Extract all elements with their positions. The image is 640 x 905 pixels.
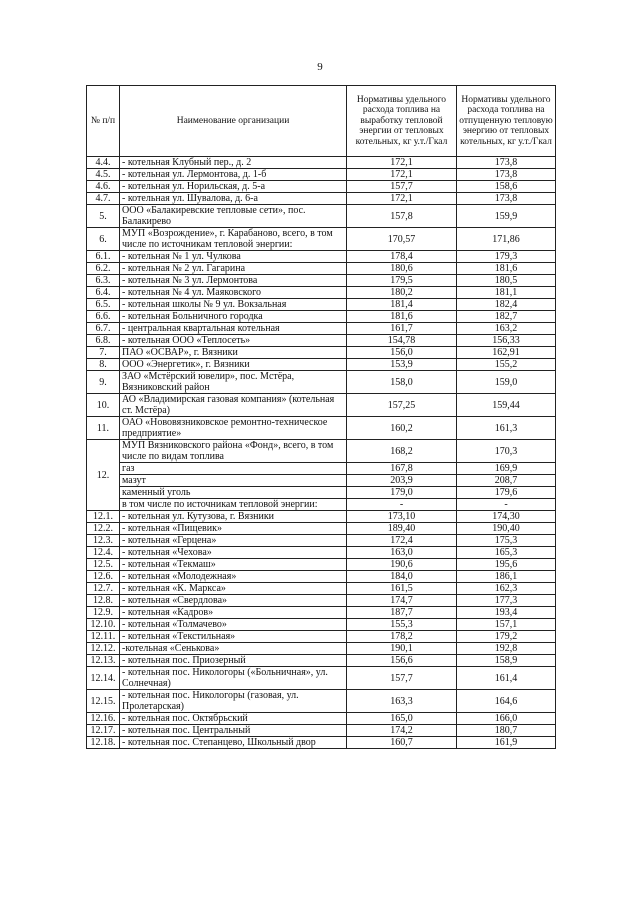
norm-production-value: 167,8 — [347, 463, 457, 475]
norm-production-value: 168,2 — [347, 440, 457, 463]
norm-supplied-value: 182,7 — [457, 311, 556, 323]
norm-supplied-value: 193,4 — [457, 607, 556, 619]
norm-production-value: 187,7 — [347, 607, 457, 619]
norm-production-value: 172,1 — [347, 169, 457, 181]
table-row — [87, 440, 556, 463]
norm-production-value: 190,1 — [347, 643, 457, 655]
header-organization: Наименование организации — [120, 86, 347, 157]
organization-name: - котельная № 4 ул. Маяковского — [120, 287, 347, 299]
row-number: 7. — [87, 347, 120, 359]
table-row — [87, 619, 556, 631]
norm-production-value: 172,4 — [347, 535, 457, 547]
header-num: № п/п — [87, 86, 120, 157]
norm-supplied-value: 170,3 — [457, 440, 556, 463]
table-row — [87, 667, 556, 690]
row-number: 6.6. — [87, 311, 120, 323]
organization-name: - котельная ул. Кутузова, г. Вязники — [120, 511, 347, 523]
table-row — [87, 643, 556, 655]
row-number: 6.2. — [87, 263, 120, 275]
table-row — [87, 287, 556, 299]
norm-supplied-value: 173,8 — [457, 193, 556, 205]
organization-name: ООО «Балакиревские тепловые сети», пос. Балакирево — [120, 205, 347, 228]
norm-production-value: 155,3 — [347, 619, 457, 631]
row-number: 12.1. — [87, 511, 120, 523]
norm-supplied-value: 195,6 — [457, 559, 556, 571]
norm-supplied-value: 190,40 — [457, 523, 556, 535]
organization-name: - котельная ул. Лермонтова, д. 1-б — [120, 169, 347, 181]
table-row — [87, 181, 556, 193]
table-row — [87, 523, 556, 535]
norm-production-value: 189,40 — [347, 523, 457, 535]
norm-supplied-value: 173,8 — [457, 157, 556, 169]
row-number: 10. — [87, 394, 120, 417]
norm-production-value: 178,4 — [347, 251, 457, 263]
norm-supplied-value: - — [457, 499, 556, 511]
organization-name: ОАО «Нововязниковское ремонтно-техническое предприятие» — [120, 417, 347, 440]
header-norm-supplied: Нормативы удельного расхода топлива на отпущенную тепловую энергию от тепловых котельных, кг у.т./Гкал — [457, 86, 556, 157]
row-number: 6. — [87, 228, 120, 251]
row-number: 12.12. — [87, 643, 120, 655]
organization-name: ООО «Энергетик», г. Вязники — [120, 359, 347, 371]
organization-name: - котельная «Толмачево» — [120, 619, 347, 631]
row-number: 12.18. — [87, 737, 120, 749]
table-row — [87, 275, 556, 287]
norm-production-value: 165,0 — [347, 713, 457, 725]
row-number: 4.6. — [87, 181, 120, 193]
norm-production-value: 156,6 — [347, 655, 457, 667]
table-row — [87, 607, 556, 619]
row-number: 4.7. — [87, 193, 120, 205]
table-row — [87, 713, 556, 725]
norm-supplied-value: 179,3 — [457, 251, 556, 263]
norm-production-value: 174,2 — [347, 725, 457, 737]
norm-supplied-value: 159,44 — [457, 394, 556, 417]
norm-supplied-value: 165,3 — [457, 547, 556, 559]
organization-name: - котельная ул. Шувалова, д. 6-а — [120, 193, 347, 205]
table-row — [87, 690, 556, 713]
row-number: 12.3. — [87, 535, 120, 547]
norm-production-value: 190,6 — [347, 559, 457, 571]
norm-supplied-value: 158,6 — [457, 181, 556, 193]
norm-production-value: 154,78 — [347, 335, 457, 347]
table-row — [87, 631, 556, 643]
organization-name: каменный уголь — [120, 487, 347, 499]
norm-supplied-value: 181,1 — [457, 287, 556, 299]
header-norm-production: Нормативы удельного расхода топлива на выработку тепловой энергии от тепловых котельных, кг у.т./Гкал — [347, 86, 457, 157]
organization-name: - котельная школы № 9 ул. Вокзальная — [120, 299, 347, 311]
organization-name: - котельная «Пищевик» — [120, 523, 347, 535]
table-row — [87, 595, 556, 607]
organization-name: - котельная пос. Никологоры («Больничная», ул. Солнечная) — [120, 667, 347, 690]
norms-table — [86, 85, 556, 749]
table-row — [87, 323, 556, 335]
norm-supplied-value: 173,8 — [457, 169, 556, 181]
norm-supplied-value: 169,9 — [457, 463, 556, 475]
row-number: 4.5. — [87, 169, 120, 181]
table-row — [87, 359, 556, 371]
row-number: 8. — [87, 359, 120, 371]
table-row — [87, 347, 556, 359]
table-row — [87, 535, 556, 547]
norm-supplied-value: 159,0 — [457, 371, 556, 394]
row-number: 12.11. — [87, 631, 120, 643]
table-row — [87, 499, 556, 511]
norm-supplied-value: 177,3 — [457, 595, 556, 607]
norm-production-value: 180,2 — [347, 287, 457, 299]
norm-production-value: 158,0 — [347, 371, 457, 394]
organization-name: - котельная пос. Приозерный — [120, 655, 347, 667]
table-row — [87, 228, 556, 251]
row-number: 4.4. — [87, 157, 120, 169]
norm-supplied-value: 156,33 — [457, 335, 556, 347]
row-number: 11. — [87, 417, 120, 440]
table-row — [87, 737, 556, 749]
organization-name: - центральная квартальная котельная — [120, 323, 347, 335]
norm-production-value: 157,7 — [347, 181, 457, 193]
norm-production-value: 157,25 — [347, 394, 457, 417]
norm-supplied-value: 155,2 — [457, 359, 556, 371]
norm-supplied-value: 180,7 — [457, 725, 556, 737]
organization-name: МУП Вязниковского района «Фонд», всего, в том числе по видам топлива — [120, 440, 347, 463]
table-row — [87, 583, 556, 595]
organization-name: - котельная «Герцена» — [120, 535, 347, 547]
row-number: 12. — [87, 440, 120, 511]
organization-name: - котельная «Кадров» — [120, 607, 347, 619]
norm-production-value: 181,4 — [347, 299, 457, 311]
organization-name: АО «Владимирская газовая компания» (котельная ст. Мстёра) — [120, 394, 347, 417]
organization-name: - котельная ООО «Теплосеть» — [120, 335, 347, 347]
organization-name: газ — [120, 463, 347, 475]
norm-production-value: 179,0 — [347, 487, 457, 499]
norm-supplied-value: 166,0 — [457, 713, 556, 725]
organization-name: ПАО «ОСВАР», г. Вязники — [120, 347, 347, 359]
table-row — [87, 463, 556, 475]
row-number: 12.10. — [87, 619, 120, 631]
norm-supplied-value: 174,30 — [457, 511, 556, 523]
table-row — [87, 263, 556, 275]
norm-production-value: 163,0 — [347, 547, 457, 559]
table-row — [87, 571, 556, 583]
norm-supplied-value: 181,6 — [457, 263, 556, 275]
norm-production-value: 174,7 — [347, 595, 457, 607]
table-row — [87, 371, 556, 394]
organization-name: - котельная Больничного городка — [120, 311, 347, 323]
norm-supplied-value: 180,5 — [457, 275, 556, 287]
organization-name: МУП «Возрождение», г. Карабаново, всего, в том числе по источникам тепловой энергии: — [120, 228, 347, 251]
organization-name: - котельная «Текстильная» — [120, 631, 347, 643]
table-header-row — [87, 86, 556, 157]
organization-name: - котельная ул. Норильская, д. 5-а — [120, 181, 347, 193]
norm-supplied-value: 171,86 — [457, 228, 556, 251]
row-number: 12.6. — [87, 571, 120, 583]
organization-name: -котельная «Сенькова» — [120, 643, 347, 655]
norm-supplied-value: 182,4 — [457, 299, 556, 311]
table-row — [87, 193, 556, 205]
row-number: 12.15. — [87, 690, 120, 713]
row-number: 6.3. — [87, 275, 120, 287]
norm-supplied-value: 186,1 — [457, 571, 556, 583]
table-row — [87, 299, 556, 311]
table-row — [87, 417, 556, 440]
norm-production-value: 153,9 — [347, 359, 457, 371]
organization-name: - котельная пос. Степанцево, Школьный двор — [120, 737, 347, 749]
norm-production-value: 157,7 — [347, 667, 457, 690]
row-number: 12.4. — [87, 547, 120, 559]
norm-production-value: 161,5 — [347, 583, 457, 595]
row-number: 6.1. — [87, 251, 120, 263]
table-row — [87, 655, 556, 667]
organization-name: - котельная «Свердлова» — [120, 595, 347, 607]
page-number: 9 — [317, 61, 323, 73]
organization-name: - котельная «Текмаш» — [120, 559, 347, 571]
table-row — [87, 335, 556, 347]
norm-supplied-value: 161,9 — [457, 737, 556, 749]
organization-name: в том числе по источникам тепловой энергии: — [120, 499, 347, 511]
table-row — [87, 547, 556, 559]
norm-supplied-value: 208,7 — [457, 475, 556, 487]
row-number: 9. — [87, 371, 120, 394]
norm-supplied-value: 179,2 — [457, 631, 556, 643]
organization-name: - котельная «К. Маркса» — [120, 583, 347, 595]
organization-name: - котельная пос. Октябрьский — [120, 713, 347, 725]
norm-production-value: 160,7 — [347, 737, 457, 749]
norm-production-value: 163,3 — [347, 690, 457, 713]
norm-production-value: 180,6 — [347, 263, 457, 275]
row-number: 5. — [87, 205, 120, 228]
norm-production-value: 161,7 — [347, 323, 457, 335]
norm-supplied-value: 157,1 — [457, 619, 556, 631]
norm-supplied-value: 162,91 — [457, 347, 556, 359]
norm-supplied-value: 179,6 — [457, 487, 556, 499]
norm-production-value: 173,10 — [347, 511, 457, 523]
norm-production-value: 181,6 — [347, 311, 457, 323]
organization-name: мазут — [120, 475, 347, 487]
norm-production-value: 157,8 — [347, 205, 457, 228]
row-number: 6.4. — [87, 287, 120, 299]
row-number: 12.13. — [87, 655, 120, 667]
row-number: 6.5. — [87, 299, 120, 311]
norm-supplied-value: 163,2 — [457, 323, 556, 335]
norm-production-value: 203,9 — [347, 475, 457, 487]
table-row — [87, 157, 556, 169]
norm-production-value: 160,2 — [347, 417, 457, 440]
norm-production-value: - — [347, 499, 457, 511]
table-row — [87, 311, 556, 323]
row-number: 12.7. — [87, 583, 120, 595]
norm-supplied-value: 162,3 — [457, 583, 556, 595]
row-number: 12.17. — [87, 725, 120, 737]
table-row — [87, 559, 556, 571]
norm-supplied-value: 164,6 — [457, 690, 556, 713]
table-row — [87, 725, 556, 737]
norm-supplied-value: 158,9 — [457, 655, 556, 667]
norm-production-value: 178,2 — [347, 631, 457, 643]
organization-name: - котельная № 3 ул. Лермонтова — [120, 275, 347, 287]
table-row — [87, 394, 556, 417]
row-number: 12.5. — [87, 559, 120, 571]
norm-supplied-value: 161,3 — [457, 417, 556, 440]
organization-name: ЗАО «Мстёрский ювелир», пос. Мстёра, Вязниковский район — [120, 371, 347, 394]
organization-name: - котельная «Чехова» — [120, 547, 347, 559]
organization-name: - котельная № 2 ул. Гагарина — [120, 263, 347, 275]
row-number: 6.8. — [87, 335, 120, 347]
norm-production-value: 172,1 — [347, 193, 457, 205]
norm-production-value: 156,0 — [347, 347, 457, 359]
table-row — [87, 475, 556, 487]
row-number: 12.9. — [87, 607, 120, 619]
norm-supplied-value: 161,4 — [457, 667, 556, 690]
norm-production-value: 184,0 — [347, 571, 457, 583]
norm-production-value: 170,57 — [347, 228, 457, 251]
organization-name: - котельная № 1 ул. Чулкова — [120, 251, 347, 263]
row-number: 6.7. — [87, 323, 120, 335]
row-number: 12.14. — [87, 667, 120, 690]
organization-name: - котельная Клубный пер., д. 2 — [120, 157, 347, 169]
table-row — [87, 169, 556, 181]
table-row — [87, 511, 556, 523]
norm-supplied-value: 175,3 — [457, 535, 556, 547]
organization-name: - котельная «Молодежная» — [120, 571, 347, 583]
norm-production-value: 172,1 — [347, 157, 457, 169]
row-number: 12.16. — [87, 713, 120, 725]
organization-name: - котельная пос. Центральный — [120, 725, 347, 737]
norm-supplied-value: 192,8 — [457, 643, 556, 655]
norm-production-value: 179,5 — [347, 275, 457, 287]
row-number: 12.2. — [87, 523, 120, 535]
row-number: 12.8. — [87, 595, 120, 607]
table-row — [87, 251, 556, 263]
table-row — [87, 205, 556, 228]
organization-name: - котельная пос. Никологоры (газовая, ул. Пролетарская) — [120, 690, 347, 713]
table-row — [87, 487, 556, 499]
norm-supplied-value: 159,9 — [457, 205, 556, 228]
